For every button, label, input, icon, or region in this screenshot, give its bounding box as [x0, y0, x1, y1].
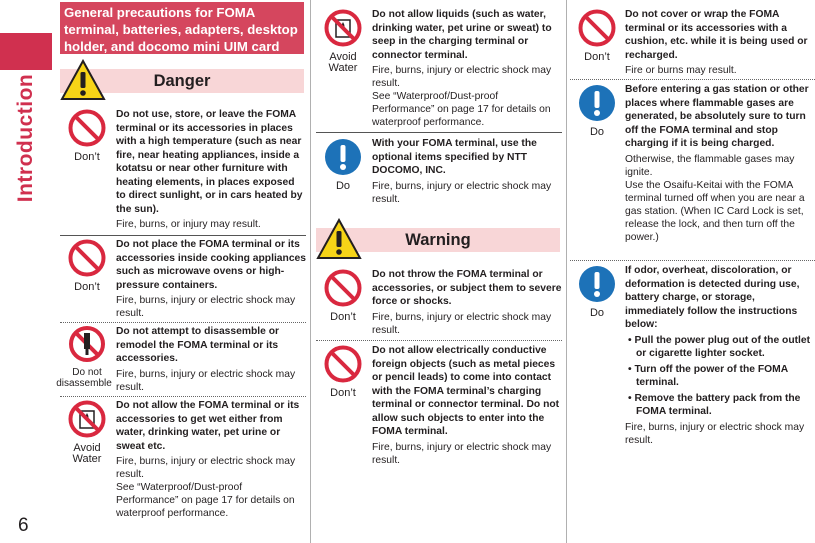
column-divider-1	[310, 0, 311, 543]
dont-label: Don’t	[74, 281, 100, 293]
disassemble-label: disassemble	[56, 377, 112, 389]
dont-label: Don’t	[584, 51, 610, 63]
water-label: Water	[328, 61, 358, 74]
divider	[570, 79, 815, 80]
precaution-result: Fire, burns, injury or electric shock may result.	[116, 295, 296, 319]
do-label: Do	[335, 180, 351, 192]
precaution-text: Do not allow electrically conductive foreign objects (such as metal pieces or pencil leads) to come into contact with the FOMA terminal’s charging terminal or connector terminal. Do not allow such objects to enter into the FOMA terminal.	[372, 345, 560, 437]
danger-label: Danger	[153, 71, 211, 90]
mandatory-icon	[577, 83, 617, 123]
prohibited-icon	[323, 344, 363, 384]
precaution-text: Before entering a gas station or other places where flammable gases are generated, be absolutely sure to turn off the FOMA terminal and stop charging if it is being charged.	[625, 84, 809, 149]
precaution-result: Otherwise, the flammable gases may ignite.	[625, 153, 795, 178]
do-label: Do	[589, 307, 605, 319]
precaution-text: With your FOMA terminal, use the optional items specified by NTT DOCOMO, INC.	[372, 138, 537, 176]
precaution-text: Do not attempt to disassemble or remodel the FOMA terminal or its accessories.	[116, 326, 280, 364]
precaution-note: See “Waterproof/Dust-proof Performance” on page 17 for details on waterproof performance.	[372, 91, 551, 128]
precaution-result: Fire, burns, injury or electric shock may result.	[372, 441, 552, 466]
column-divider-2	[566, 0, 567, 543]
divider	[316, 132, 562, 133]
instruction-bullet: • Pull the power plug out of the outlet or cigarette lighter socket.	[628, 334, 811, 359]
dont-label: Don’t	[330, 311, 356, 323]
avoid-label: Avoid	[329, 51, 357, 63]
section-title: General precautions for FOMA terminal, batteries, adapters, desktop holder, and docomo mini UIM card	[60, 2, 304, 54]
chapter-label: Introduction	[14, 73, 38, 202]
prohibited-icon	[323, 268, 363, 308]
precaution-result: Fire, burns, injury or electric shock may result.	[625, 421, 805, 446]
mandatory-icon	[323, 137, 363, 177]
no-water-icon	[67, 399, 107, 439]
mandatory-icon	[577, 264, 617, 304]
instruction-bullet: • Turn off the power of the FOMA terminal.	[628, 363, 788, 388]
dont-label: Don’t	[74, 151, 100, 163]
no-water-icon	[323, 8, 363, 48]
precaution-text: Do not place the FOMA terminal or its accessories inside cooking appliances such as microwave ovens or high-pressure containers.	[116, 239, 307, 291]
precaution-text: Do not use, store, or leave the FOMA terminal or its accessories in places with a high temperature (such as near fire, near heating appliances, inside a kotatsu or near other furniture with heating elements, in places exposed to direct sunlight, or in cars heated by the sun).	[116, 109, 303, 215]
precaution-result: Fire, burns, injury or electric shock may result.	[372, 180, 552, 205]
dont-label: Don’t	[330, 387, 356, 399]
precaution-result: Fire, burns, injury or electric shock may result.	[372, 311, 552, 336]
prohibited-icon	[67, 238, 107, 278]
precaution-text: Do not throw the FOMA terminal or accessories, or subject them to severe force or shocks.	[372, 269, 562, 307]
page-number: 6	[18, 515, 29, 536]
precaution-text: Do not allow the FOMA terminal or its accessories to get wet either from water, drinking water, pet urine or sweat etc.	[116, 400, 300, 452]
precaution-result: Fire, burns, injury or electric shock may result.	[116, 368, 296, 393]
prohibited-icon	[577, 8, 617, 48]
warning-label: Warning	[405, 230, 471, 249]
do-label: Do	[589, 126, 605, 138]
divider	[316, 340, 562, 341]
precaution-text: Do not allow liquids (such as water, drinking water, pet urine or sweat) to seep in the charging terminal or connector terminal.	[372, 9, 552, 61]
do-not-label: Do not	[72, 367, 102, 378]
precaution-note: Use the Osaifu-Keitai with the FOMA terminal turned off when you are near a gas station. (When IC Card Lock is set, release the lock, and then turn off the power.)	[625, 179, 805, 243]
divider	[60, 396, 306, 397]
precaution-text: If odor, overheat, discoloration, or deformation is detected during use, battery charge, or storage, immediately follow the instructions below:	[625, 265, 800, 330]
danger-warning-icon	[60, 59, 106, 101]
no-disassembly-icon	[67, 325, 107, 363]
prohibited-icon	[67, 108, 107, 148]
divider	[60, 322, 306, 323]
warning-triangle-icon	[316, 218, 362, 260]
precaution-text: Do not cover or wrap the FOMA terminal or its accessories with a cushion, etc. while it is being used or recharged.	[625, 9, 808, 61]
precaution-result: Fire, burns, injury or electric shock may result.	[372, 65, 552, 89]
chapter-tab	[0, 33, 52, 70]
water-label: Water	[72, 452, 102, 465]
precaution-result: Fire or burns may result.	[625, 65, 737, 76]
precaution-result: Fire, burns, or injury may result.	[116, 219, 261, 230]
avoid-label: Avoid	[73, 442, 101, 454]
instruction-bullet: • Remove the battery pack from the FOMA terminal.	[628, 392, 801, 417]
precaution-result: Fire, burns, injury or electric shock may result.	[116, 456, 296, 480]
precaution-note: See “Waterproof/Dust-proof Performance” on page 17 for details on waterproof performance.	[116, 482, 295, 519]
divider	[60, 235, 306, 236]
divider	[570, 260, 815, 261]
